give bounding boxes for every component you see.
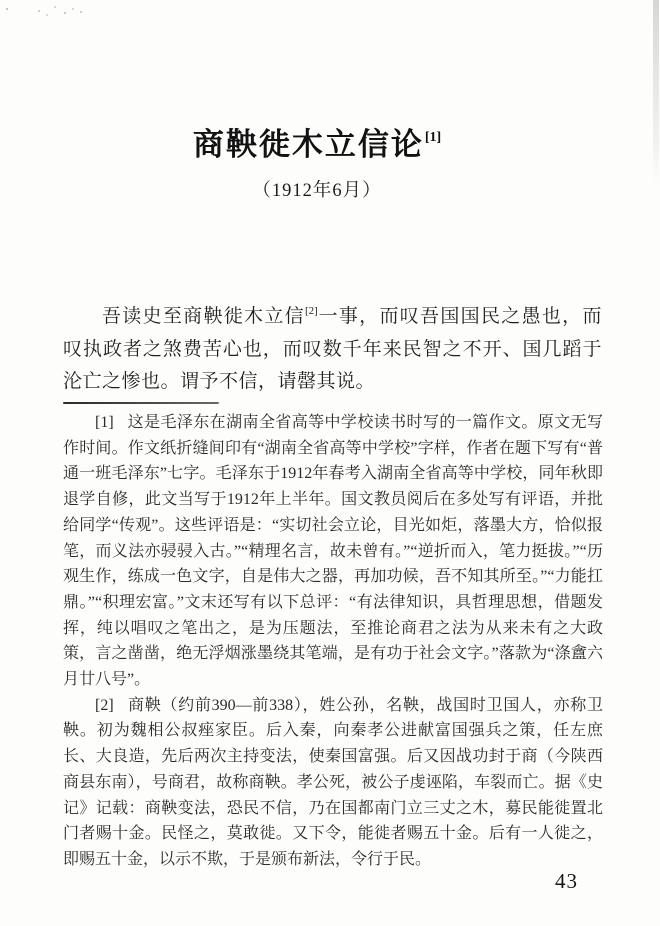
footnote-2	[63, 693, 603, 873]
footnote-1	[63, 410, 603, 693]
footnote-separator-rule	[63, 402, 219, 404]
body-paragraph	[63, 295, 602, 399]
footnote-1-text: 这是毛泽东在湖南全省高等中学校读书时写的一篇作文。原文无写作时间。作文纸折缝间印有“湖南全省高等中学校”字样，作者在题下写有“普通一班毛泽东”七字。毛泽东于1912年春考入湖南全省高等中学校，同年秋即退学自修，此文当写于1912年上半年。国文教员阅后在多处写有评语，并批给同学“传观”。这些评语是：“实切社会立论，目光如炬，落墨大方，恰似报笔，而义法亦骎骎入古。”“精理名言，故未曾有。”“逆折而入，笔力挺拔。”“历观生作，练成一色文字，自是伟大之器，再加功候，吾不知其所至。”“力能扛鼎。”“积理宏富。”文末还写有以下总评：“有法律知识，具哲理思想，借题发挥，纯以唱叹之笔出之，是为压题法，至推论商君之法为从来未有之大政策，言之凿凿，绝无浮烟涨墨绕其笔端，是有功于社会文字。”落款为“涤盦六月廿八号”。	[63, 414, 603, 689]
title-text: 商鞅徙木立信论	[192, 127, 424, 162]
footnotes-section	[63, 410, 603, 873]
article-date: （1912年6月）	[252, 181, 382, 201]
body-footnote-ref: [2]	[304, 305, 318, 317]
title-footnote-ref: [1]	[424, 130, 442, 145]
body-text-before-ref: 吾读史至商鞅徙木立信	[101, 306, 305, 327]
footnote-2-marker: [2]	[95, 696, 114, 714]
footnote-2-text: 商鞅（约前390—前338），姓公孙，名鞅，战国时卫国人，亦称卫鞅。初为魏相公叔痤家臣。后入秦，向秦孝公进献富国强兵之策，任左庶长、大良造，先后两次主持变法，使秦国富强。后又因战功封于商（今陕西商县东南），号商君，故称商鞅。孝公死，被公子虔诬陷，车裂而亡。据《史记》记载：商鞅变法，恐民不信，乃在国都南门立三丈之木，募民能徙置北门者赐十金。民怪之，莫敢徙。又下令，能徙者赐五十金。后有一人徙之，即赐五十金，以示不欺，于是颁布新法，令行于民。	[63, 696, 603, 868]
page-title	[0, 118, 634, 165]
page-number: 43	[555, 869, 578, 893]
title-block	[0, 118, 660, 202]
body-text-after-ref: 一事，而叹吾国国民之愚也，而叹执政者之煞费苦心也，而叹数千年来民智之不开、国几蹈于沦亡之惨也。谓予不信，请罄其说。	[63, 306, 602, 392]
footnote-1-marker: [1]	[95, 414, 114, 431]
scan-speckle-artifact	[6, 8, 8, 10]
